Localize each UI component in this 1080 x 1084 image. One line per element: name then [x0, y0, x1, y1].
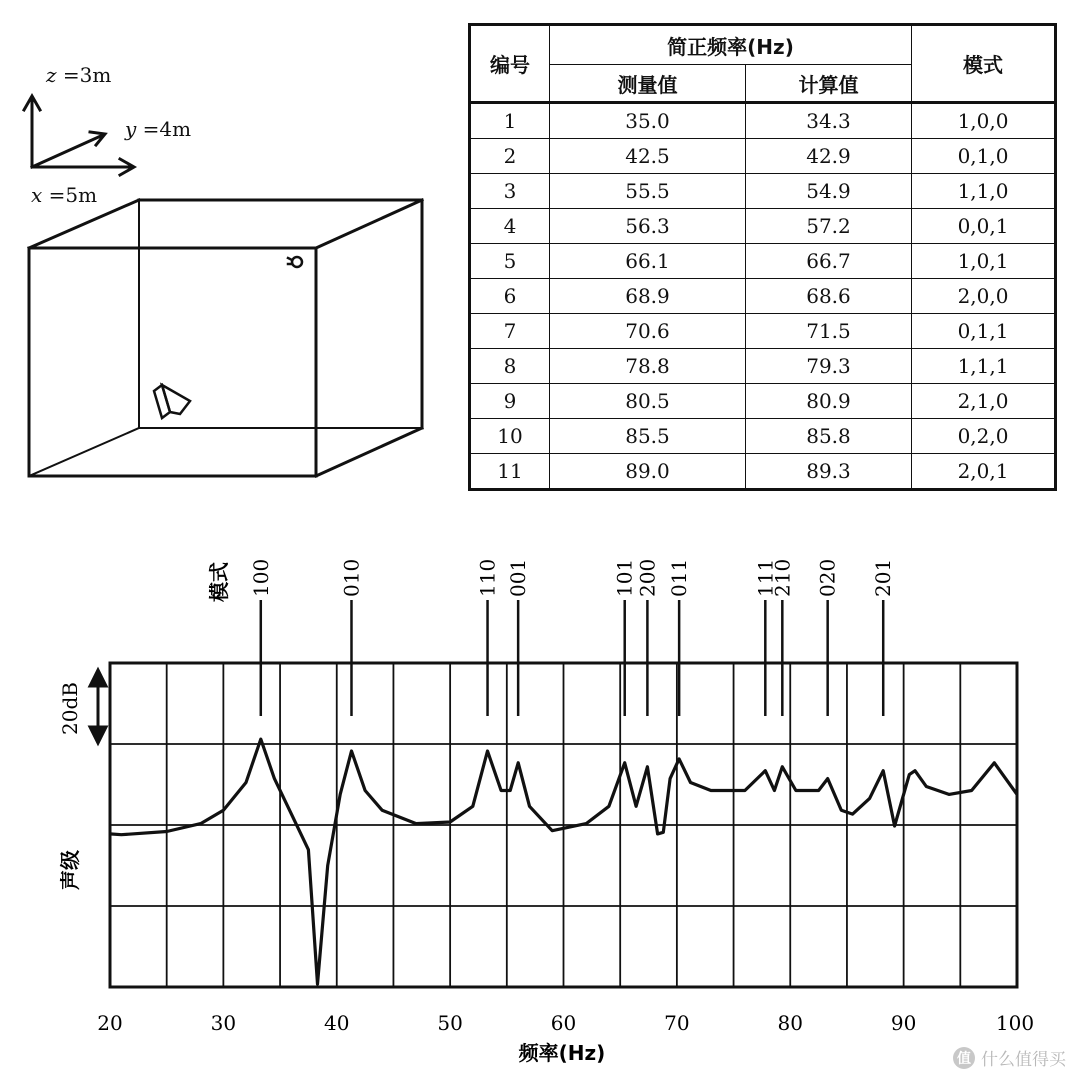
x-tick-label: 100 [995, 1011, 1035, 1035]
cell-index: 1 [470, 103, 550, 139]
x-tick-label: 40 [324, 1011, 350, 1035]
cell-measured: 89.0 [550, 454, 746, 490]
header-index: 编号 [470, 25, 550, 103]
cell-measured: 42.5 [550, 139, 746, 174]
cell-index: 10 [470, 419, 550, 454]
cell-mode: 0,1,1 [912, 314, 1056, 349]
y-axis-label: 声级 [58, 850, 82, 890]
cell-calculated: 89.3 [746, 454, 912, 490]
cell-index: 5 [470, 244, 550, 279]
cell-mode: 2,0,0 [912, 279, 1056, 314]
mode-label: 200 [635, 558, 660, 597]
header-calculated: 计算值 [746, 65, 912, 103]
mode-label: 110 [475, 558, 500, 597]
cell-index: 6 [470, 279, 550, 314]
x-tick-label: 90 [890, 1011, 917, 1035]
x-tick-label: 60 [550, 1011, 577, 1035]
cell-calculated: 66.7 [746, 244, 912, 279]
cell-calculated: 54.9 [746, 174, 912, 209]
header-mode: 模式 [912, 25, 1056, 103]
cell-measured: 78.8 [550, 349, 746, 384]
mode-label: 111 [753, 558, 778, 597]
cell-calculated: 34.3 [746, 103, 912, 139]
mode-label: 100 [248, 558, 273, 597]
x-tick-label: 70 [664, 1011, 690, 1035]
cell-calculated: 79.3 [746, 349, 912, 384]
cell-measured: 66.1 [550, 244, 746, 279]
x-tick-label: 50 [437, 1011, 463, 1035]
cell-calculated: 85.8 [746, 419, 912, 454]
cell-index: 7 [470, 314, 550, 349]
mode-label: 011 [667, 558, 692, 597]
header-normal-frequency: 简正频率(Hz) [550, 25, 912, 65]
cell-mode: 1,1,1 [912, 349, 1056, 384]
mode-label: 020 [815, 558, 840, 597]
mode-label: 101 [612, 558, 637, 597]
cell-mode: 1,0,1 [912, 244, 1056, 279]
axis-z-label: z =3m [46, 63, 112, 87]
cell-index: 2 [470, 139, 550, 174]
cell-measured: 80.5 [550, 384, 746, 419]
header-measured: 测量值 [550, 65, 746, 103]
scale-bar [90, 670, 106, 743]
chart-grid [110, 663, 1017, 987]
cell-mode: 2,1,0 [912, 384, 1056, 419]
cell-measured: 55.5 [550, 174, 746, 209]
cell-mode: 0,1,0 [912, 139, 1056, 174]
x-tick-labels [97, 1011, 1034, 1035]
mode-label: 201 [871, 558, 896, 597]
cell-calculated: 80.9 [746, 384, 912, 419]
watermark-logo-icon: 值 [953, 1047, 975, 1069]
mode-label: 210 [770, 558, 795, 597]
cell-mode: 1,1,0 [912, 174, 1056, 209]
cell-measured: 35.0 [550, 103, 746, 139]
cell-measured: 68.9 [550, 279, 746, 314]
watermark: 值 什么值得买 [953, 1045, 1066, 1070]
axis-y-label: y =4m [125, 117, 192, 141]
mode-label: 010 [339, 558, 364, 597]
cell-index: 8 [470, 349, 550, 384]
mode-axis-label: 模式 [207, 562, 231, 602]
cell-mode: 2,0,1 [912, 454, 1056, 490]
cell-measured: 56.3 [550, 209, 746, 244]
cell-mode: 0,0,1 [912, 209, 1056, 244]
x-tick-label: 20 [97, 1011, 123, 1035]
cell-calculated: 42.9 [746, 139, 912, 174]
cell-index: 4 [470, 209, 550, 244]
cell-measured: 85.5 [550, 419, 746, 454]
scale-label: 20dB [58, 682, 82, 735]
cell-mode: 0,2,0 [912, 419, 1056, 454]
cell-mode: 1,0,0 [912, 103, 1056, 139]
cell-measured: 70.6 [550, 314, 746, 349]
x-axis-label: 频率(Hz) [518, 1041, 606, 1065]
cell-calculated: 71.5 [746, 314, 912, 349]
x-tick-label: 30 [210, 1011, 237, 1035]
cell-calculated: 68.6 [746, 279, 912, 314]
cell-index: 11 [470, 454, 550, 490]
cell-calculated: 57.2 [746, 209, 912, 244]
x-tick-label: 80 [777, 1011, 803, 1035]
cell-index: 3 [470, 174, 550, 209]
mode-markers [249, 559, 895, 716]
axis-x-label: x =5m [31, 183, 98, 207]
mode-label: 001 [506, 558, 531, 597]
cell-index: 9 [470, 384, 550, 419]
